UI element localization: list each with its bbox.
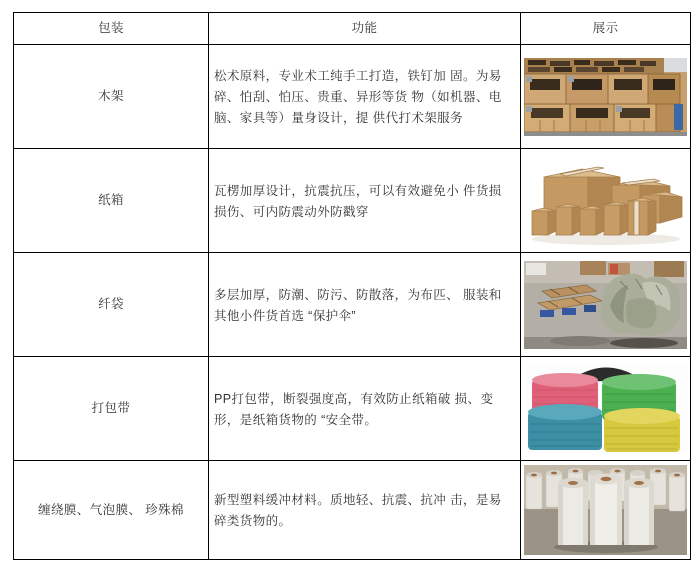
packaging-name-cell <box>14 357 209 461</box>
display-image-cell <box>521 357 690 461</box>
header-label: 包装 <box>98 21 124 35</box>
wooden-crates-photo <box>524 58 687 136</box>
packaging-name: 木架 <box>98 89 124 103</box>
display-image-cell <box>521 45 690 149</box>
cardboard-boxes-photo <box>524 155 687 247</box>
header-cell-packaging <box>14 13 209 45</box>
header-label: 展示 <box>592 21 619 35</box>
function-desc-cell <box>209 253 521 357</box>
packaging-name: 纤袋 <box>98 297 124 311</box>
function-desc-cell <box>209 357 521 461</box>
stretch-film-rolls-photo <box>524 465 687 555</box>
display-image-cell <box>521 253 690 357</box>
function-desc: 瓦楞加厚设计，抗震抗压，可以有效避免小 件货损损伤、可内防震动外防戳穿 <box>214 183 502 219</box>
packaging-name-cell <box>14 149 209 253</box>
packaging-comparison-table <box>13 12 691 560</box>
header-label: 功能 <box>351 21 378 35</box>
fiber-bags-photo <box>524 261 687 349</box>
display-image-cell <box>521 149 690 253</box>
function-desc: 松术原料，专业术工纯手工打造，铁钉加 固。为易碎、怕刮、怕压、贵重、异形等货 物（如机器、电脑、家具等）量身设计，提 供代打术架服务 <box>214 69 502 125</box>
function-desc: 多层加厚，防潮、防污、防散落，为布匹、 服装和其他小件货首选 “保护伞” <box>214 287 502 323</box>
function-desc-cell <box>209 45 521 149</box>
function-desc-cell <box>209 149 521 253</box>
function-desc-cell <box>209 461 521 559</box>
strapping-rolls-photo <box>524 364 687 454</box>
packaging-name-cell <box>14 253 209 357</box>
packaging-name-cell <box>14 45 209 149</box>
display-image-cell <box>521 461 690 559</box>
packaging-name: 纸箱 <box>98 193 124 207</box>
packaging-name: 打包带 <box>91 401 131 415</box>
header-cell-display <box>521 13 690 45</box>
function-desc: PP打包带，断裂强度高，有效防止纸箱破 损、变形，是纸箱货物的 “安全带。 <box>214 391 494 427</box>
function-desc: 新型塑料缓冲材料。质地轻、抗震、抗冲 击，是易碎类货物的。 <box>214 493 502 528</box>
header-cell-function <box>209 13 521 45</box>
packaging-name-cell <box>14 461 209 559</box>
packaging-name: 缠绕膜、气泡膜、 珍殊棉 <box>38 502 184 517</box>
